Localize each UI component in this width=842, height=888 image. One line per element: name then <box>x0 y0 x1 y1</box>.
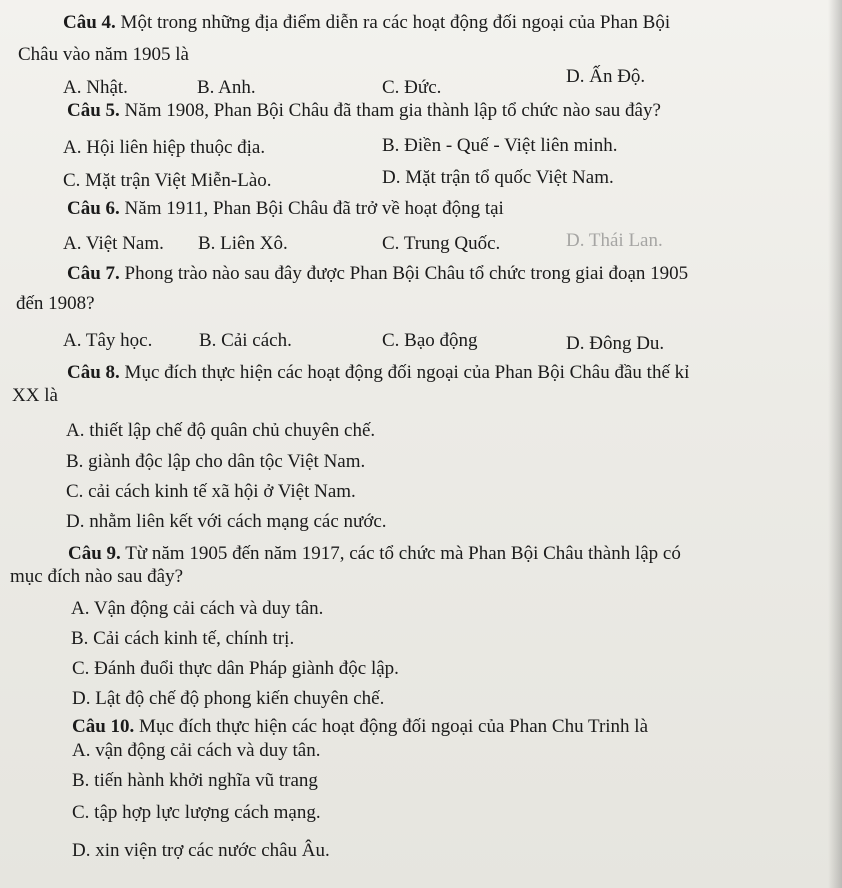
question-5-stem <box>67 100 661 122</box>
question-8-option-b: B. giành độc lập cho dân tộc Việt Nam. <box>66 451 366 472</box>
question-8-option-c: C. cải cách kinh tế xã hội ở Việt Nam. <box>66 481 356 502</box>
question-5-option-a: A. Hội liên hiệp thuộc địa. <box>63 137 266 158</box>
question-7-text-line1: Phong trào nào sau đây được Phan Bội Châu tổ chức trong giai đoạn 1905 <box>119 263 689 284</box>
question-6-number: Câu 6. <box>67 198 120 219</box>
question-6-option-b: B. Liên Xô. <box>198 233 288 254</box>
question-9-text-line1: Từ năm 1905 đến năm 1917, các tổ chức mà Phan Bội Châu thành lập có <box>120 543 681 564</box>
question-9-text-line2: mục đích nào sau đây? <box>10 566 184 587</box>
question-9-stem <box>68 543 681 565</box>
question-8-text-line2: XX là <box>12 385 58 406</box>
question-8-option-a: A. thiết lập chế độ quân chủ chuyên chế. <box>66 420 376 441</box>
question-4-option-c: C. Đức. <box>382 77 442 98</box>
question-5-option-d: D. Mặt trận tổ quốc Việt Nam. <box>382 167 614 188</box>
question-7-option-a: A. Tây học. <box>63 330 153 351</box>
question-6-option-c: C. Trung Quốc. <box>382 233 501 254</box>
question-4-text-line1: Một trong những địa điểm diễn ra các hoạt động đối ngoại của Phan Bội <box>115 12 671 33</box>
question-10-option-b: B. tiến hành khởi nghĩa vũ trang <box>72 770 318 791</box>
question-6-option-a: A. Việt Nam. <box>63 233 164 254</box>
question-4-stem <box>63 12 670 34</box>
question-4-text-line2: Châu vào năm 1905 là <box>18 44 189 65</box>
question-10-option-a: A. vận động cải cách và duy tân. <box>72 740 321 761</box>
question-7-option-d: D. Đông Du. <box>566 333 665 354</box>
question-10-text-line1: Mục đích thực hiện các hoạt động đối ngoại của Phan Chu Trinh là <box>134 716 649 737</box>
question-4-option-d: D. Ấn Độ. <box>566 66 646 87</box>
question-7-number: Câu 7. <box>67 263 120 284</box>
question-8-number: Câu 8. <box>67 362 120 383</box>
question-5-option-b: B. Điền - Quế - Việt liên minh. <box>382 135 618 156</box>
question-10-stem <box>72 716 648 738</box>
question-10-option-d: D. xin viện trợ các nước châu Âu. <box>72 840 330 861</box>
question-8-text-line1: Mục đích thực hiện các hoạt động đối ngoại của Phan Bội Châu đầu thế kỉ <box>119 362 690 383</box>
question-6-option-d: D. Thái Lan. <box>566 230 663 251</box>
question-9-option-a: A. Vận động cải cách và duy tân. <box>71 598 324 619</box>
question-9-number: Câu 9. <box>68 543 121 564</box>
question-7-option-c: C. Bạo động <box>382 330 478 351</box>
question-7-stem <box>67 263 688 285</box>
question-9-option-b: B. Cải cách kinh tế, chính trị. <box>71 628 295 649</box>
question-7-text-line2: đến 1908? <box>16 293 95 314</box>
question-8-stem <box>67 362 689 384</box>
question-5-number: Câu 5. <box>67 100 120 121</box>
page-edge-shadow <box>828 0 842 888</box>
question-4-number: Câu 4. <box>63 12 116 33</box>
question-5-text-line1: Năm 1908, Phan Bội Châu đã tham gia thành lập tổ chức nào sau đây? <box>119 100 661 121</box>
question-9-option-d: D. Lật độ chế độ phong kiến chuyên chế. <box>72 688 385 709</box>
question-10-number: Câu 10. <box>72 716 135 737</box>
question-10-option-c: C. tập hợp lực lượng cách mạng. <box>72 802 321 823</box>
question-4-option-a: A. Nhật. <box>63 77 128 98</box>
question-7-option-b: B. Cải cách. <box>199 330 292 351</box>
question-8-option-d: D. nhằm liên kết với cách mạng các nước. <box>66 511 387 532</box>
question-6-stem <box>67 198 504 220</box>
question-4-option-b: B. Anh. <box>197 77 256 98</box>
question-6-text-line1: Năm 1911, Phan Bội Châu đã trở về hoạt động tại <box>119 198 504 219</box>
question-5-option-c: C. Mặt trận Việt Miễn-Lào. <box>63 170 272 191</box>
question-9-option-c: C. Đánh đuổi thực dân Pháp giành độc lập. <box>72 658 399 679</box>
